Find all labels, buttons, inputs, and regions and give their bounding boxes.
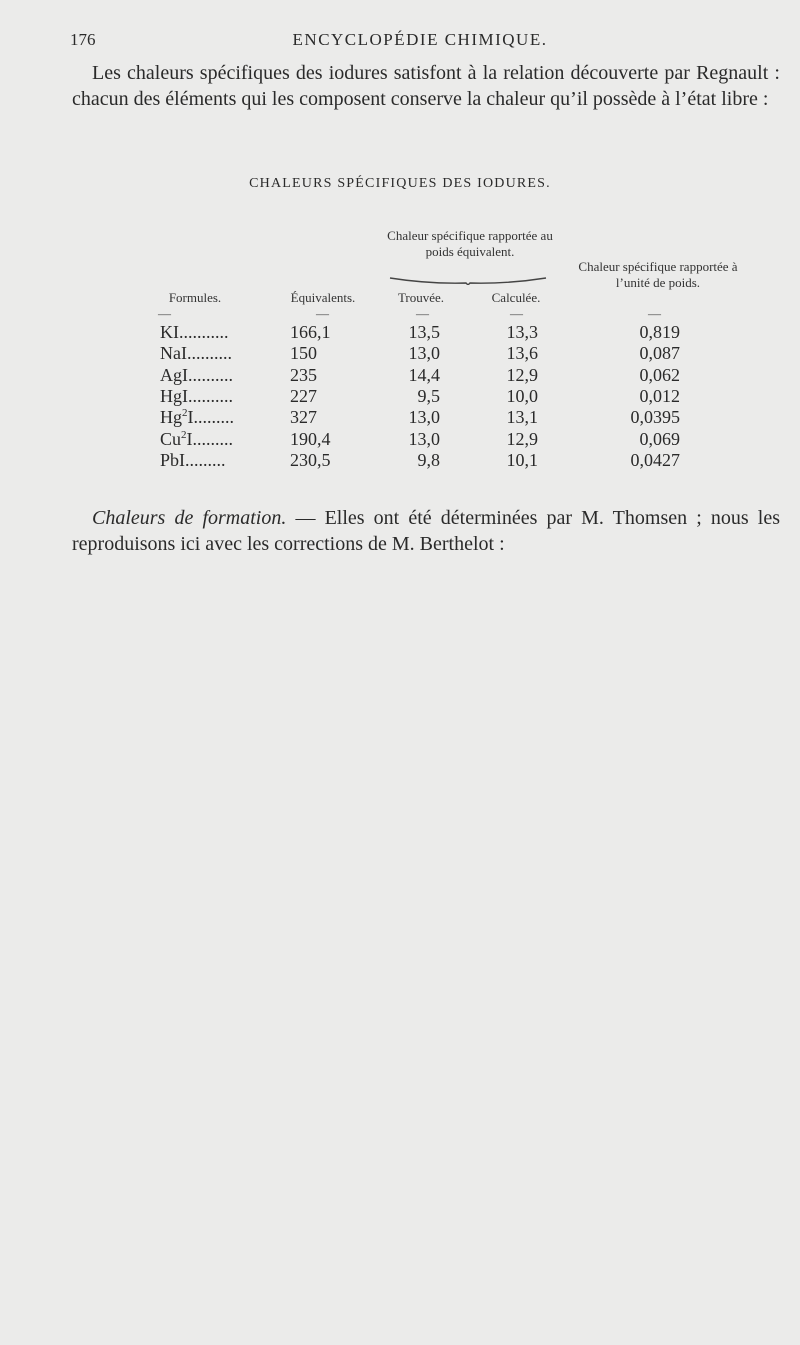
column-header-calculee: Calculée.	[491, 290, 541, 305]
dot-leader: .........	[193, 407, 234, 428]
brace-decoration	[388, 277, 548, 285]
table-row	[0, 429, 800, 450]
intro-paragraph: Les chaleurs spécifiques des iodures satisfont à la relation découverte par Regnault : chacun des éléments qui les composent conserve la chaleur qu’il possède à l’état libre :	[72, 62, 780, 110]
formula-superscript: 2	[182, 407, 188, 420]
column-dash: —	[510, 306, 523, 321]
formula-cell	[160, 386, 233, 407]
calculee-cell: 13,6	[506, 343, 538, 364]
formula-cell	[160, 429, 233, 450]
dot-leader: ..........	[186, 343, 232, 364]
calculee-cell: 10,0	[506, 385, 538, 406]
dot-leader: ..........	[188, 364, 233, 385]
equivalent-cell: 227	[290, 385, 317, 406]
formula-superscript: 2	[181, 428, 187, 441]
formula-cell	[160, 365, 233, 386]
trouvee-cell: 13,0	[408, 343, 440, 364]
column-header-equivalents: Équivalents.	[290, 290, 356, 305]
calculee-cell: 12,9	[506, 428, 538, 449]
equivalent-cell: 230,5	[290, 449, 331, 470]
formula-cell	[160, 322, 229, 343]
calculee-cell: 13,1	[506, 407, 538, 428]
unit-weight-cell: 0,0395	[630, 407, 680, 428]
unit-header: Chaleur spécifique rapportée à l’unité de poids.	[578, 259, 738, 290]
column-header-formules: Formules.	[168, 290, 222, 305]
formation-text: — Elles ont été déterminées par M. Thomsen ; nous les reproduisons ici avec les corrections de M. Berthelot :	[72, 507, 780, 555]
column-dash: —	[158, 306, 171, 321]
formula-rest: I	[186, 428, 193, 449]
column-dash: —	[416, 306, 429, 321]
column-dash: —	[316, 306, 329, 321]
table-title: CHALEURS SPÉCIFIQUES DES IODURES.	[249, 176, 551, 191]
dot-leader: .........	[192, 428, 234, 449]
formula-base: Cu	[160, 428, 182, 449]
column-header-trouvee: Trouvée.	[397, 290, 445, 305]
formula-base: PbI	[160, 449, 186, 470]
calculee-cell: 13,3	[506, 322, 538, 342]
trouvee-cell: 13,5	[408, 322, 440, 342]
unit-weight-cell: 0,062	[639, 364, 680, 385]
calculee-cell: 12,9	[506, 364, 538, 385]
unit-weight-cell: 0,819	[639, 322, 680, 342]
table-row	[0, 407, 800, 428]
formation-heading: Chaleurs de formation.	[92, 507, 287, 529]
table-row	[0, 450, 800, 471]
equivalent-cell: 150	[290, 343, 317, 364]
formula-rest: I	[187, 407, 194, 428]
dot-leader: .........	[185, 449, 226, 470]
trouvee-cell: 13,0	[408, 407, 440, 428]
column-dash: —	[648, 306, 661, 321]
table-row	[0, 343, 800, 364]
formula-cell	[160, 343, 232, 364]
formula-base: Hg	[160, 407, 182, 428]
formula-cell	[160, 407, 234, 428]
equivalent-cell: 235	[290, 364, 317, 385]
equivalent-cell: 190,4	[290, 428, 331, 449]
unit-weight-cell: 0,0427	[630, 449, 680, 470]
trouvee-cell: 14,4	[408, 364, 440, 385]
formula-cell	[160, 450, 226, 471]
trouvee-cell: 13,0	[408, 428, 440, 449]
group-header: Chaleur spécifique rapportée au poids équivalent.	[387, 228, 553, 259]
trouvee-cell: 9,8	[417, 449, 440, 470]
dot-leader: ...........	[179, 322, 229, 342]
unit-weight-cell: 0,069	[639, 428, 680, 449]
table-row	[0, 365, 800, 386]
trouvee-cell: 9,5	[417, 385, 440, 406]
dot-leader: ..........	[188, 385, 233, 406]
formation-paragraph	[72, 505, 780, 557]
page-number: 176	[70, 30, 96, 49]
formula-base: NaI	[160, 343, 187, 364]
table-row	[0, 322, 800, 343]
formula-base: KI	[160, 322, 179, 342]
formula-base: AgI	[160, 364, 188, 385]
equivalent-cell: 166,1	[290, 322, 331, 342]
unit-weight-cell: 0,012	[639, 385, 680, 406]
table-row	[0, 386, 800, 407]
running-head: ENCYCLOPÉDIE CHIMIQUE.	[292, 30, 548, 49]
formula-base: HgI	[160, 385, 188, 406]
unit-weight-cell: 0,087	[639, 343, 680, 364]
equivalent-cell: 327	[290, 407, 317, 428]
calculee-cell: 10,1	[506, 449, 538, 470]
page-header	[70, 30, 770, 54]
